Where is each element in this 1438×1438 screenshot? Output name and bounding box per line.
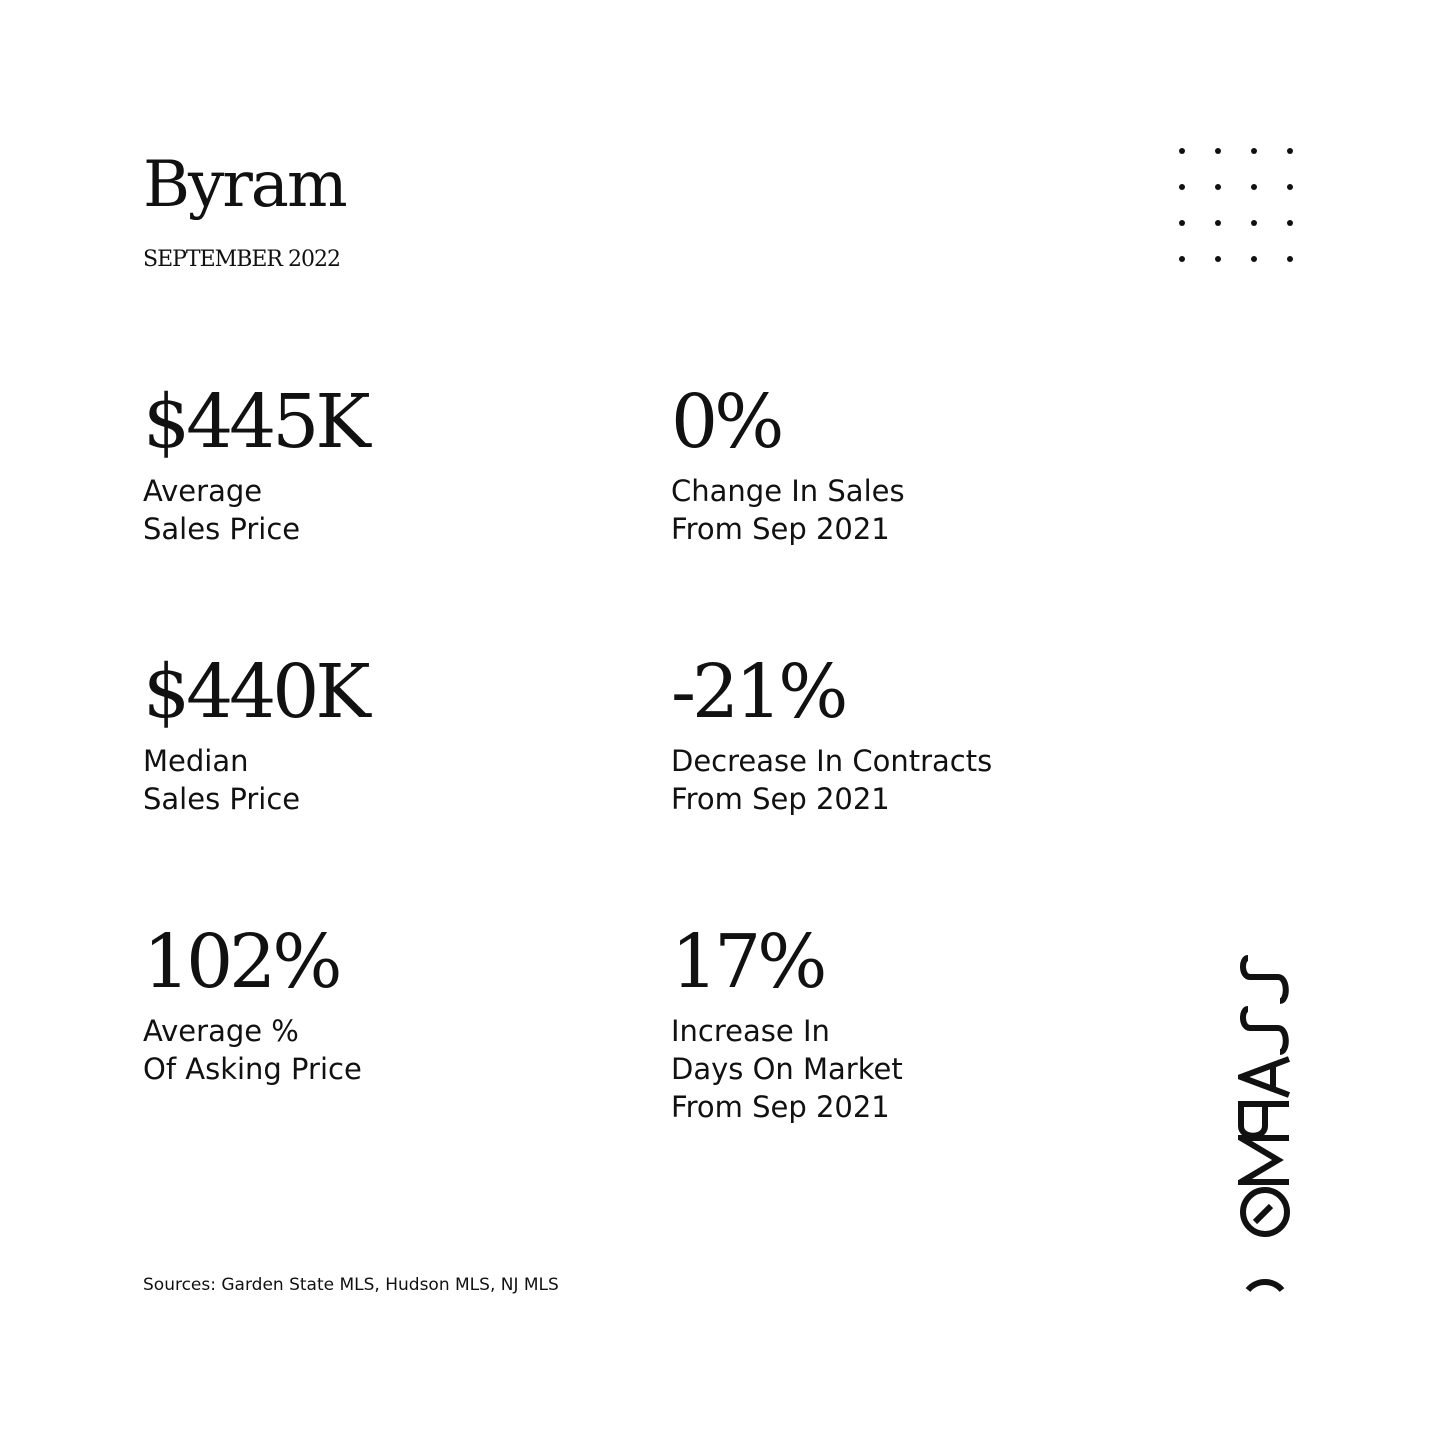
stat-value: 102%: [143, 919, 339, 1005]
stat-label: Decrease In Contracts From Sep 2021: [671, 744, 993, 816]
stat-value: 0%: [671, 379, 781, 465]
stat-average-sales-price: [143, 379, 603, 548]
stat-value: $440K: [143, 649, 367, 735]
sources-note: Sources: Garden State MLS, Hudson MLS, NJ MLS: [143, 1275, 559, 1295]
stat-change-in-contracts: [671, 649, 1131, 818]
stat-median-sales-price: [143, 649, 603, 818]
stat-average-percent-of-asking: [143, 919, 603, 1088]
stat-value: $445K: [143, 379, 367, 465]
report-date: SEPTEMBER 2022: [143, 247, 340, 272]
stat-value: 17%: [671, 919, 824, 1005]
stat-label: Average % Of Asking Price: [143, 1014, 362, 1086]
stat-label: Median Sales Price: [143, 744, 301, 816]
compass-logo: [1238, 955, 1292, 1295]
stat-change-in-sales: [671, 379, 1131, 548]
page-title: Byram: [143, 148, 346, 222]
stat-label: Change In Sales From Sep 2021: [671, 474, 905, 546]
stat-days-on-market: [671, 919, 1131, 1126]
stat-value: -21%: [671, 649, 845, 735]
dot-grid-icon: [1176, 145, 1296, 265]
stat-label: Increase In Days On Market From Sep 2021: [671, 1014, 903, 1124]
stat-label: Average Sales Price: [143, 474, 301, 546]
